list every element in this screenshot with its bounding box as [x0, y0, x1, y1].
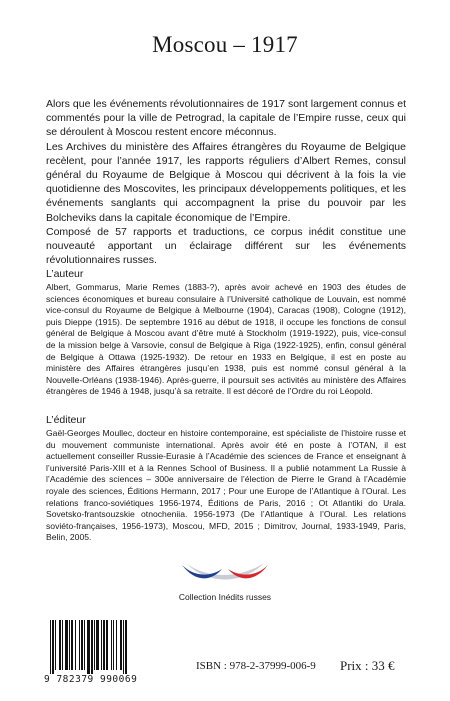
author-bio: Albert, Gommarus, Marie Remes (1883-?), après avoir achevé en 1903 des études de sciences économiques et bureau consulaire à l’Université catholique de Louvain, est nommé vice-consul du Royaume de Belgique à Melbourne (1904), Caracas (1908), Cologne (1912), puis Dieppe (1915). De septembre 1916 au début de 1918, il occupe les fonctions de consul général de Belgique à Moscou avant d’être muté à Stockholm (1919-1922), puis, vice-consul de la mission belge à Varsovie, consul de Belgique à Riga (1922-1925), enfin, consul général de Belgique à Ottawa (1925-1932). De retour en 1933 en Belgique, il est en poste au ministère des Affaires étrangères jusqu’en 1938, puis est nommé consul général à la Nouvelle-Orléans (1938-1946). Après-guerre, il poursuit ses activités au ministère des Affaires étrangères de 1946 à 1948, jusqu’à sa retraite. Il est décoré de l’Ordre du roi Léopold.	[46, 282, 406, 397]
price: Prix : 33 €	[340, 658, 395, 673]
barcode-bar	[71, 620, 73, 670]
barcode-bar	[84, 620, 85, 670]
intro-text	[46, 97, 406, 267]
intro-paragraph: Alors que les événements révolutionnaires de 1917 sont largement connus et commentés pour la ville de Petrograd, la capitale de l’Empire russe, ceux qui se déroulent à Moscou restent encore méconnus.	[46, 98, 406, 139]
barcode-bar	[65, 620, 68, 670]
barcode-number: 9 782379 990069	[44, 674, 138, 685]
barcode-bar	[50, 620, 51, 674]
barcode-bar	[75, 620, 76, 670]
author-heading: L’auteur	[46, 268, 84, 280]
barcode-bar	[125, 620, 127, 674]
barcode-bar	[79, 620, 80, 670]
intro-paragraph: Les Archives du ministère des Affaires étrangères du Royaume de Belgique recèlent, pour l’année 1917, les rapports réguliers d’Albert Remes, consul général du Royaume de Belgique à Moscou qui décrivent à la fois la vie quotidienne des Moscovites, les principaux développements politiques, et les événements sanglants qui accompagnent la prise du pouvoir par les Bolcheviks dans la capitale économique de l’Empire.	[46, 140, 406, 224]
isbn: ISBN : 978-2-37999-006-9	[196, 660, 316, 672]
barcode-bar	[59, 620, 61, 670]
author-section	[46, 268, 406, 398]
barcode-bar	[52, 620, 54, 674]
barcode-bar	[81, 620, 83, 670]
barcode-bar	[116, 620, 117, 670]
intro-paragraph: Composé de 57 rapports et traductions, ce corpus inédit constitue une nouveauté apportant un éclairage différent sur les événements révolutionnaires russes.	[46, 225, 406, 267]
flag-swoosh-icon	[180, 555, 270, 589]
collection-logo	[0, 555, 450, 602]
barcode-bar	[91, 620, 93, 674]
collection-name: Collection Inédits russes	[178, 592, 272, 602]
barcode-bar	[103, 620, 105, 670]
barcode-bar	[55, 620, 56, 670]
barcode-bar	[113, 620, 114, 670]
barcode-bar	[96, 620, 99, 670]
barcode-bar	[111, 620, 112, 670]
barcode-bar	[62, 620, 63, 670]
barcode-bar	[87, 620, 90, 674]
barcode	[46, 620, 161, 678]
barcode-bar	[120, 620, 122, 670]
editor-bio: Gaël-Georges Moullec, docteur en histoire contemporaine, est spécialiste de l’histoire russe et du mouvement communiste international. Après avoir été en poste à l’OTAN, il est actuellement conseiller Russie-Eurasie à l’Académie des sciences de France et enseignant à l’université Paris-XIII et à la Rennes School of Business. Il a publié notamment La Russie à l’Académie des sciences – 300e anniversaire de l’élection de Pierre le Grand à l’Académie royale des sciences, Éditions Hermann, 2017 ; Pour une Europe de l’Atlantique à l’Oural. Les relations franco-soviétiques 1956-1974, Éditions de Paris, 2016 ; Ot Atlantiki do Urala. Sovetsko-frantsouzskie otnocheniia. 1956-1973 (De l’Atlantique à l’Oural. Les relations soviéto-françaises, 1956-1973), Moscou, MFD, 2015 ; Dimitrov, Journal, 1933-1949, Paris, Belin, 2005.	[46, 428, 406, 543]
book-title: Moscou – 1917	[152, 32, 298, 57]
barcode-bar	[123, 620, 124, 674]
editor-section	[46, 414, 406, 544]
editor-heading: L’éditeur	[46, 414, 86, 426]
barcode-bar	[101, 620, 102, 670]
barcode-bar	[106, 620, 108, 670]
barcode-bar	[94, 620, 95, 670]
barcode-bar	[69, 620, 70, 670]
